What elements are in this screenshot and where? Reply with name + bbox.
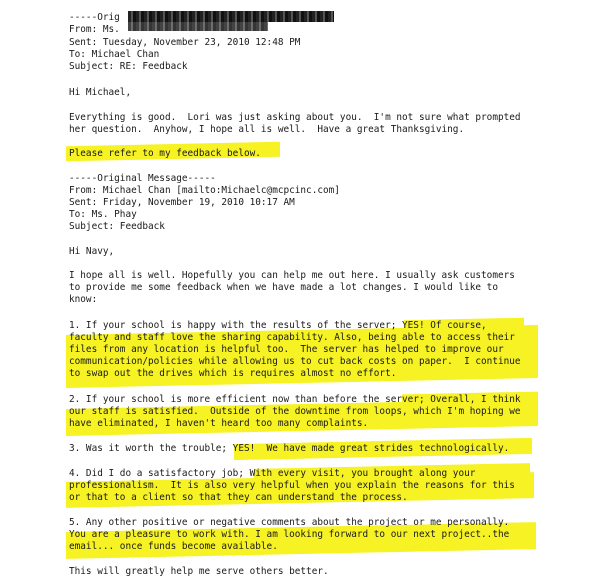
header2-from: From: Michael Chan [mailto:Michaelc@mcpcinc.com] xyxy=(69,185,340,196)
header2-separator: -----Original Message----- xyxy=(69,173,216,184)
header1-to: To: Michael Chan xyxy=(69,49,160,60)
header1-from: From: Ms. xyxy=(69,24,120,35)
reply-body-line: Everything is good. Lori was just asking about you. I'm not sure what prompted xyxy=(69,112,521,123)
question-1-line: to swap out the drives which is requires almost no effort. xyxy=(69,368,397,379)
header1-sent: Sent: Tuesday, November 23, 2010 12:48 PM xyxy=(69,37,301,48)
header1-subject: Subject: RE: Feedback xyxy=(69,61,188,72)
question-1-line: faculty and staff love the sharing capability. Also, being able to access their xyxy=(69,332,515,343)
question-4-line: professionalism. It is also very helpful when you explain the reasons for this xyxy=(69,480,515,491)
question-4-line: or that to a client so that they can understand the process. xyxy=(69,492,408,503)
redaction-bar-1 xyxy=(128,11,334,22)
question-1-line: files from any location is helpful too. The server has helped to improve our xyxy=(69,344,504,355)
redaction-bar-2 xyxy=(128,22,268,31)
question-1-line: communication/policies while allowing us to cut back costs on paper. I continue xyxy=(69,356,521,367)
question-5-line: email... once funds become available. xyxy=(69,541,278,552)
closing-line: This will greatly help me serve others better. xyxy=(69,566,329,577)
question-2-line: have eliminated, I haven't heard too many complaints. xyxy=(69,418,369,429)
reply-greeting: Hi Michael, xyxy=(69,87,132,98)
reply-body-line: her question. Anyhow, I hope all is well. Have a great Thanksgiving. xyxy=(69,124,465,135)
question-2-line: 2. If your school is more efficient now than before the server; Overall, I think xyxy=(69,394,521,405)
header1-separator: -----Orig xyxy=(69,12,120,23)
question-3-line: 3. Was it worth the trouble; YES! We have made great strides technologically. xyxy=(69,443,510,454)
header2-subject: Subject: Feedback xyxy=(69,221,165,232)
question-2-line: our staff is satisfied. Outside of the downtime from loops, which I'm hoping we xyxy=(69,406,521,417)
original-greeting: Hi Navy, xyxy=(69,246,115,257)
intro-line: know: xyxy=(69,294,98,305)
header2-sent: Sent: Friday, November 19, 2010 10:17 AM xyxy=(69,197,295,208)
intro-line: I hope all is well. Hopefully you can help me out here. I usually ask customers xyxy=(69,270,515,281)
question-5-line: You are a pleasure to work with. I am looking forward to our next project..the xyxy=(69,529,510,540)
reply-refer: Please refer to my feedback below. xyxy=(69,148,261,159)
header2-to: To: Ms. Phay xyxy=(69,209,137,220)
question-4-line: 4. Did I do a satisfactory job; With every visit, you brought along your xyxy=(69,468,476,479)
intro-line: to provide me some feedback when we have made a lot changes. I would like to xyxy=(69,282,498,293)
question-1-line: 1. If your school is happy with the results of the server; YES! Of course, xyxy=(69,320,487,331)
question-5-line: 5. Any other positive or negative comments about the project or me personally. xyxy=(69,517,510,528)
